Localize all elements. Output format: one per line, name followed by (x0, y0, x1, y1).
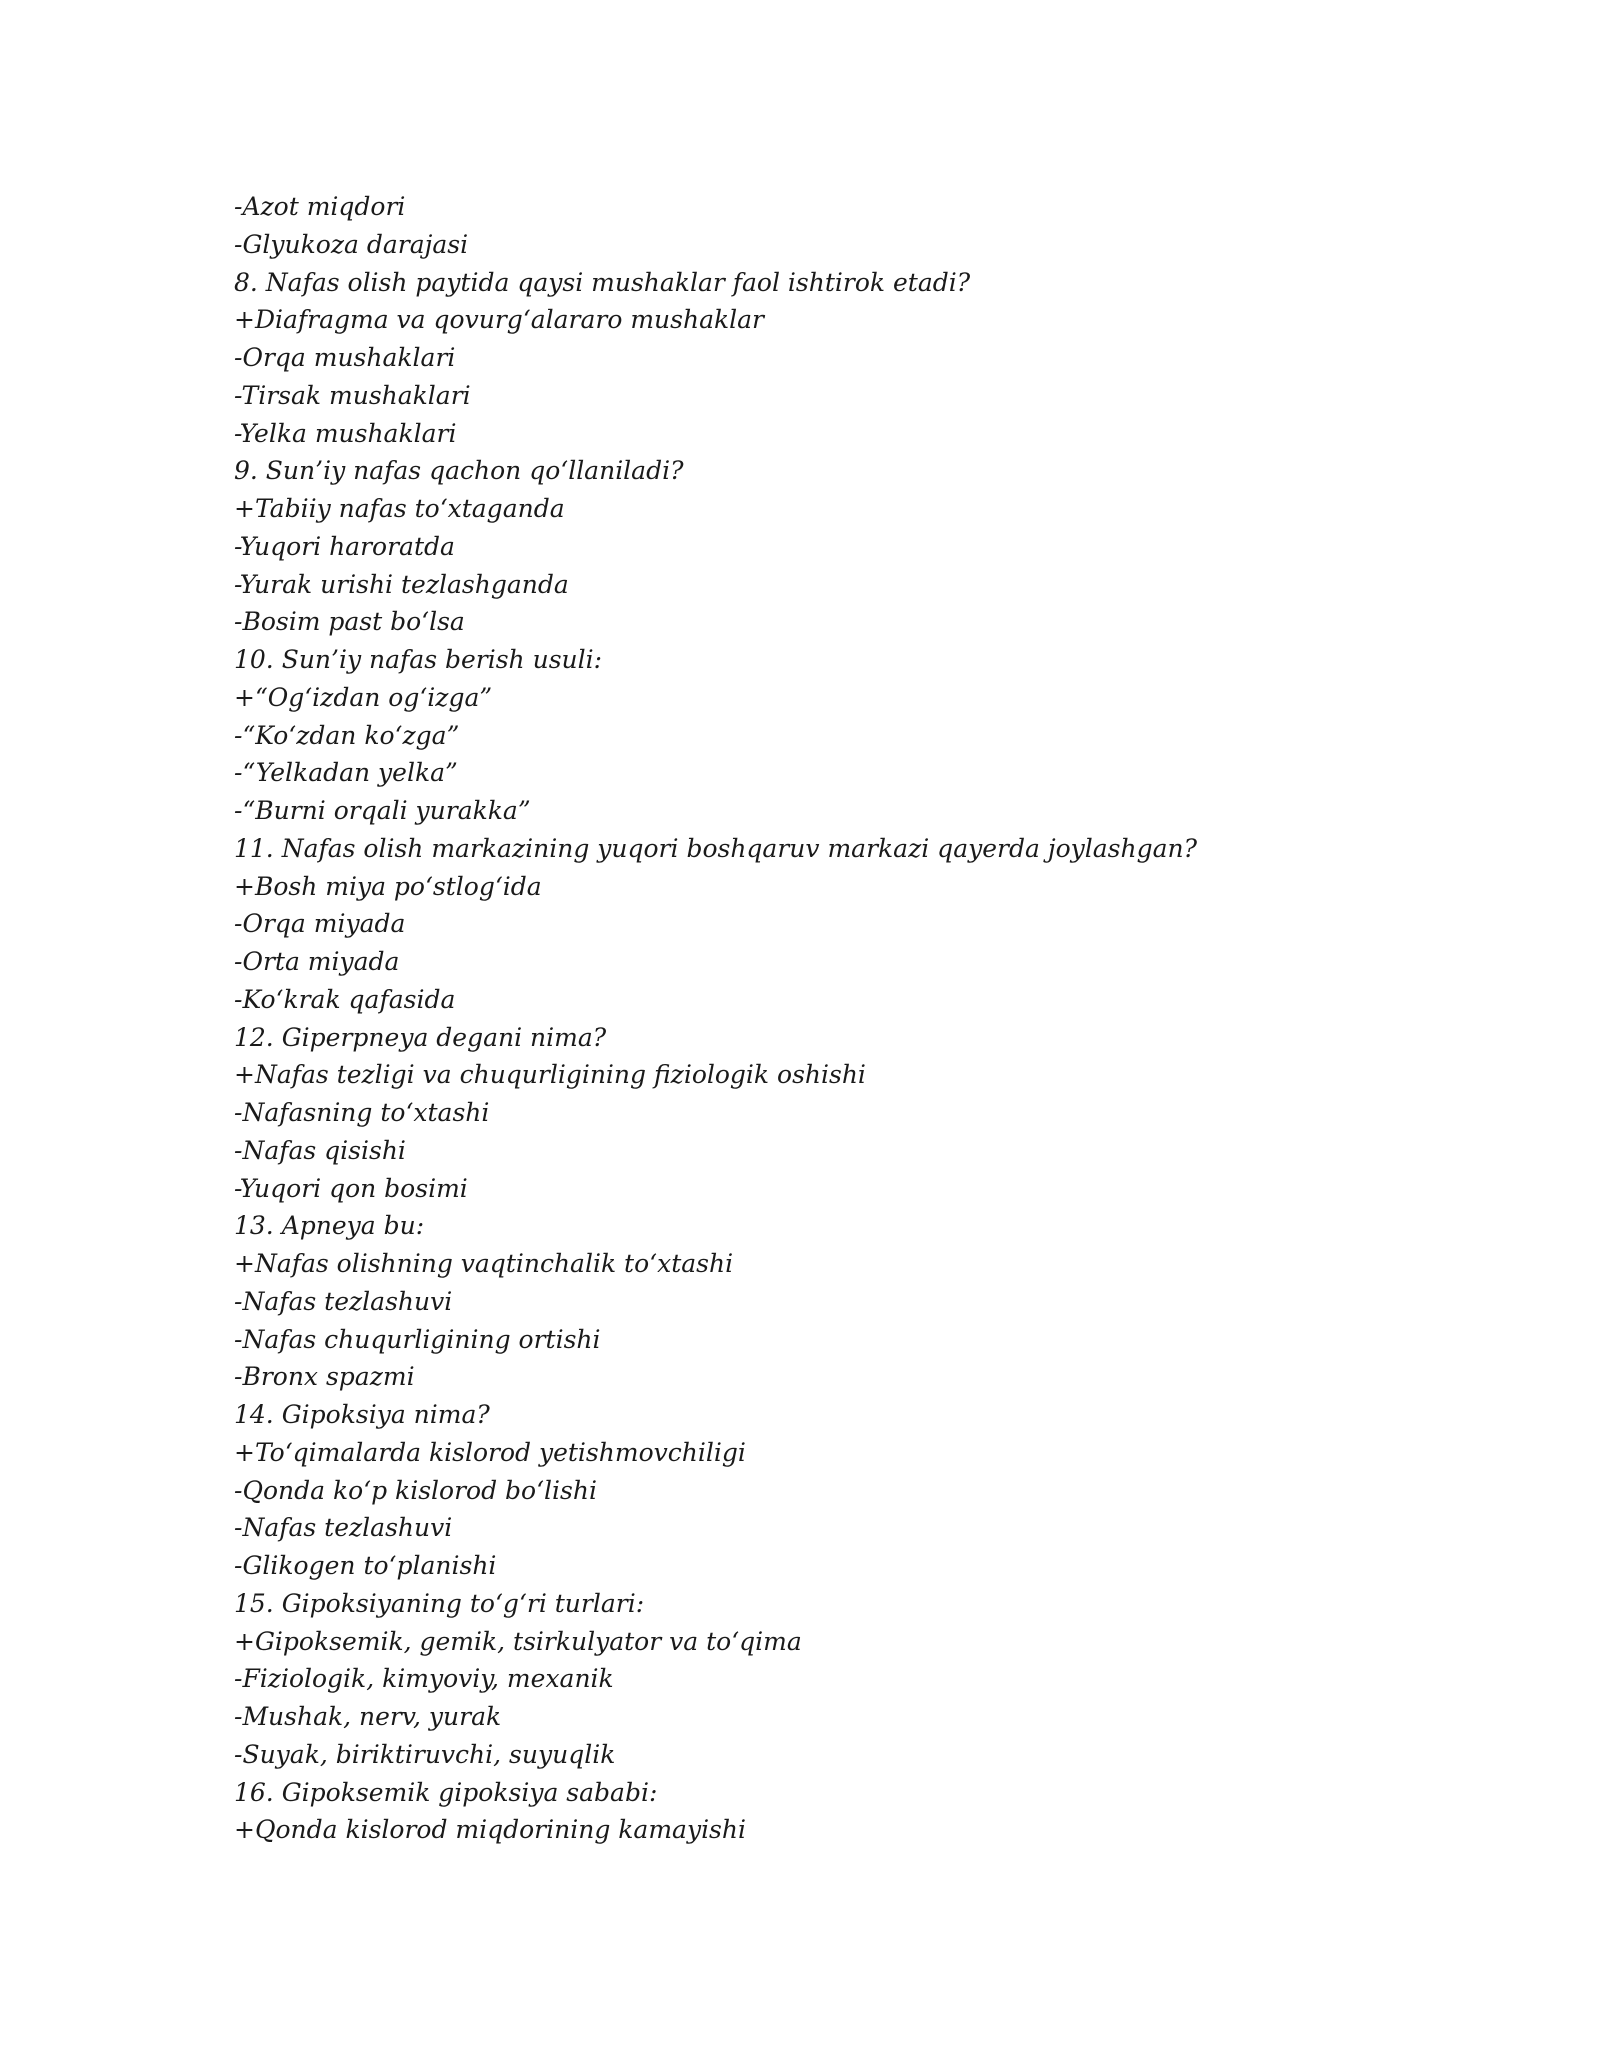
answer-option: -Bosim past bo‘lsa (234, 607, 465, 637)
answer-option: -Glikogen to‘planishi (234, 1551, 497, 1580)
answer-option: -“Burni orqali yurakka” (234, 796, 531, 825)
question-heading: 12. Giperpneya degani nima? (234, 1022, 607, 1052)
question-list (234, 188, 1434, 1849)
answer-option: -Fiziologik, kimyoviy, mexanik (234, 1664, 614, 1694)
correct-answer: +To‘qimalarda kislorod yetishmovchiligi (234, 1437, 746, 1467)
correct-answer: +Nafas olishning vaqtinchalik to‘xtashi (234, 1249, 734, 1278)
answer-option: -Azot miqdori (234, 192, 406, 221)
correct-answer: +“Og‘izdan og‘izga” (234, 682, 493, 712)
correct-answer: +Qonda kislorod miqdorining kamayishi (234, 1815, 746, 1845)
question-heading: 15. Gipoksiyaning to‘g‘ri turlari: (234, 1588, 645, 1618)
question-heading: 16. Gipoksemik gipoksiya sababi: (234, 1777, 658, 1807)
answer-option: -Yuqori haroratda (234, 531, 455, 561)
answer-option: -Bronx spazmi (234, 1362, 415, 1392)
correct-answer: +Gipoksemik, gemik, tsirkulyator va to‘qima (234, 1626, 802, 1656)
answer-option: -Nafas chuqurligining ortishi (234, 1324, 601, 1354)
question-heading: 11. Nafas olish markazining yuqori boshqaruv markazi qayerda joylashgan? (234, 833, 1197, 863)
answer-option: -Yurak urishi tezlashganda (234, 569, 569, 599)
answer-option: -Tirsak mushaklari (234, 380, 471, 410)
question-heading: 9. Sun’iy nafas qachon qo‘llaniladi? (234, 456, 684, 486)
question-heading: 14. Gipoksiya nima? (234, 1400, 490, 1429)
answer-option: -Nafas qisishi (234, 1135, 406, 1165)
question-heading: 13. Apneya bu: (234, 1211, 425, 1241)
answer-option: -Mushak, nerv, yurak (234, 1702, 502, 1731)
answer-option: -Orqa mushaklari (234, 343, 456, 372)
answer-option: -Yelka mushaklari (234, 418, 457, 448)
correct-answer: +Bosh miya po‘stlog‘ida (234, 871, 542, 901)
answer-option: -Nafas tezlashuvi (234, 1513, 453, 1543)
question-heading: 10. Sun’iy nafas berish usuli: (234, 645, 603, 674)
answer-option: -“Ko‘zdan ko‘zga” (234, 720, 460, 750)
answer-option: -Nafas tezlashuvi (234, 1286, 453, 1316)
correct-answer: +Diafragma va qovurg‘alararo mushaklar (234, 305, 764, 335)
answer-option: -Yuqori qon bosimi (234, 1173, 468, 1203)
correct-answer: +Tabiiy nafas to‘xtaganda (234, 494, 565, 523)
answer-option: -Suyak, biriktiruvchi, suyuqlik (234, 1739, 616, 1769)
question-heading: 8. Nafas olish paytida qaysi mushaklar faol ishtirok etadi? (234, 267, 971, 297)
correct-answer: +Nafas tezligi va chuqurligining fiziologik oshishi (234, 1060, 866, 1090)
answer-option: -Nafasning to‘xtashi (234, 1098, 490, 1127)
answer-option: -Orqa miyada (234, 909, 406, 939)
answer-option: -“Yelkadan yelka” (234, 758, 458, 788)
answer-option: -Glyukoza darajasi (234, 229, 469, 259)
answer-option: -Orta miyada (234, 947, 400, 976)
answer-option: -Ko‘krak qafasida (234, 984, 456, 1014)
answer-option: -Qonda ko‘p kislorod bo‘lishi (234, 1475, 597, 1505)
